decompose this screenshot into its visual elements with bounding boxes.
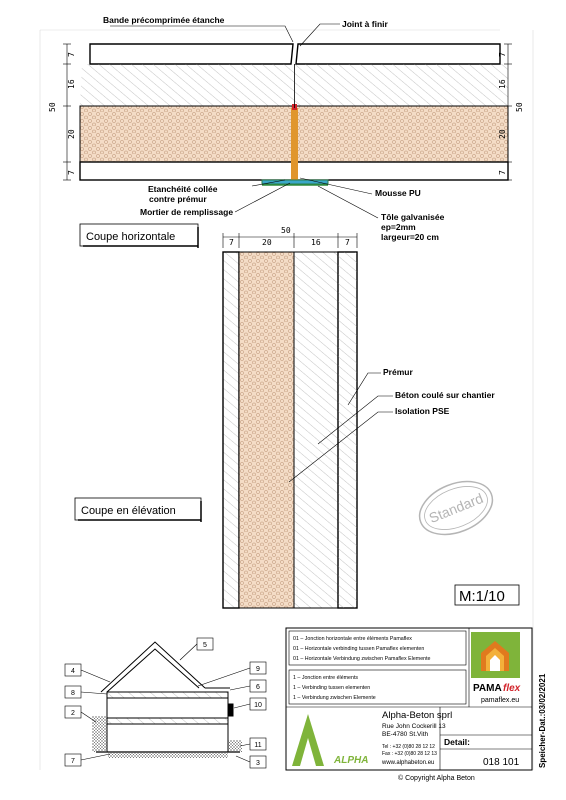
scale-label: M:1/10	[459, 588, 505, 605]
dim-7b-right: 7	[498, 170, 507, 175]
label-tole-2: ep=2mm	[381, 222, 416, 232]
standard-stamp	[412, 472, 500, 545]
subtitle-nl: 1 – Verbinding tussen elementen	[293, 685, 371, 691]
title-nl: 01 – Horizontale verbinding tussen Pamaflex elementen	[293, 646, 425, 652]
title-de: 01 – Horizontale Verbindung zwischen Pamaflex Elemente	[293, 656, 431, 662]
title-coupe-elevation: Coupe en élévation	[81, 505, 176, 517]
dim-elev-total: 50	[281, 226, 291, 235]
dim-elev-16: 16	[311, 238, 321, 247]
subtitle-fr: 1 – Jonction entre éléments	[293, 675, 359, 681]
brand-pama: PAMA	[473, 683, 502, 694]
house-sketch	[92, 642, 242, 758]
alpha-logo-text: ALPHA	[334, 755, 369, 766]
premur-left	[223, 252, 239, 608]
cast-concrete-band	[80, 64, 508, 106]
label-mortier: Mortier de remplissage	[140, 207, 234, 217]
dim-total-left: 50	[48, 102, 57, 112]
title-coupe-horizontale: Coupe horizontale	[86, 231, 176, 243]
company-name: Alpha-Beton sprl	[382, 710, 453, 721]
label-premur: Prémur	[383, 367, 413, 377]
title-fr: 01 – Jonction horizontale entre éléments Pamaflex	[293, 636, 412, 642]
callout-6: 6	[256, 684, 260, 691]
callout-10: 10	[254, 702, 262, 709]
dim-16-left: 16	[67, 79, 76, 89]
company-street: Rue John Cockerill 13	[382, 723, 446, 730]
label-tole-3: largeur=20 cm	[381, 232, 439, 242]
label-isolation: Isolation PSE	[395, 406, 450, 416]
label-beton: Béton coulé sur chantier	[395, 390, 495, 400]
dim-elev-7a: 7	[229, 238, 234, 247]
callout-3: 3	[256, 760, 260, 767]
company-web: www.alphabeton.eu	[382, 760, 435, 766]
subtitle-de: 1 – Verbindung zwischen Elemente	[293, 695, 376, 701]
callout-7: 7	[71, 758, 75, 765]
label-joint: Joint à finir	[342, 19, 388, 29]
label-etanch-1: Etanchéité collée	[148, 184, 218, 194]
detail-label: Detail:	[444, 737, 470, 747]
dim-7b-left: 7	[67, 170, 76, 175]
callout-5: 5	[203, 642, 207, 649]
brand-site: pamaflex.eu	[481, 697, 520, 704]
callout-11: 11	[254, 742, 262, 749]
alpha-logo	[292, 714, 368, 766]
dim-16-right: 16	[498, 79, 507, 89]
premur-top-right	[296, 44, 500, 64]
label-bande: Bande précomprimée étanche	[103, 15, 225, 25]
label-etanch-2: contre prémur	[149, 194, 207, 204]
dim-elev-7b: 7	[345, 238, 350, 247]
elevation-section	[223, 233, 393, 608]
premur-top-left	[90, 44, 293, 64]
company-tel: Tel : +32 (0)80 28 12 12	[382, 744, 435, 750]
insulation-vertical	[239, 252, 294, 608]
company-fax: Fax : +32 (0)80 28 12 13	[382, 751, 437, 757]
callout-2: 2	[71, 710, 75, 717]
save-date: Speicher-Dat.:03/02/2021	[538, 673, 547, 768]
callout-4: 4	[71, 668, 75, 675]
pamaflex-logo	[471, 632, 520, 678]
dim-elev-20: 20	[262, 238, 272, 247]
label-tole-1: Tôle galvanisée	[381, 212, 445, 222]
copyright: © Copyright Alpha Beton	[398, 775, 475, 782]
pu-foam-joint	[291, 108, 298, 180]
callout-8: 8	[71, 690, 75, 697]
dim-7-left: 7	[67, 52, 76, 57]
left-dimension-labels	[48, 52, 76, 175]
stamp-text: Standard	[426, 489, 486, 527]
dim-20-right: 20	[498, 129, 507, 139]
callout-9: 9	[256, 666, 260, 673]
dim-total-right: 50	[515, 102, 524, 112]
brand-flex: flex	[503, 683, 521, 694]
dim-20-left: 20	[67, 129, 76, 139]
company-city: BE-4780 St.Vith	[382, 731, 429, 738]
dim-7-right: 7	[498, 52, 507, 57]
horizontal-section	[63, 24, 512, 218]
label-mousse: Mousse PU	[375, 188, 421, 198]
detail-number: 018 101	[483, 757, 520, 768]
cast-concrete-vertical	[294, 252, 338, 608]
